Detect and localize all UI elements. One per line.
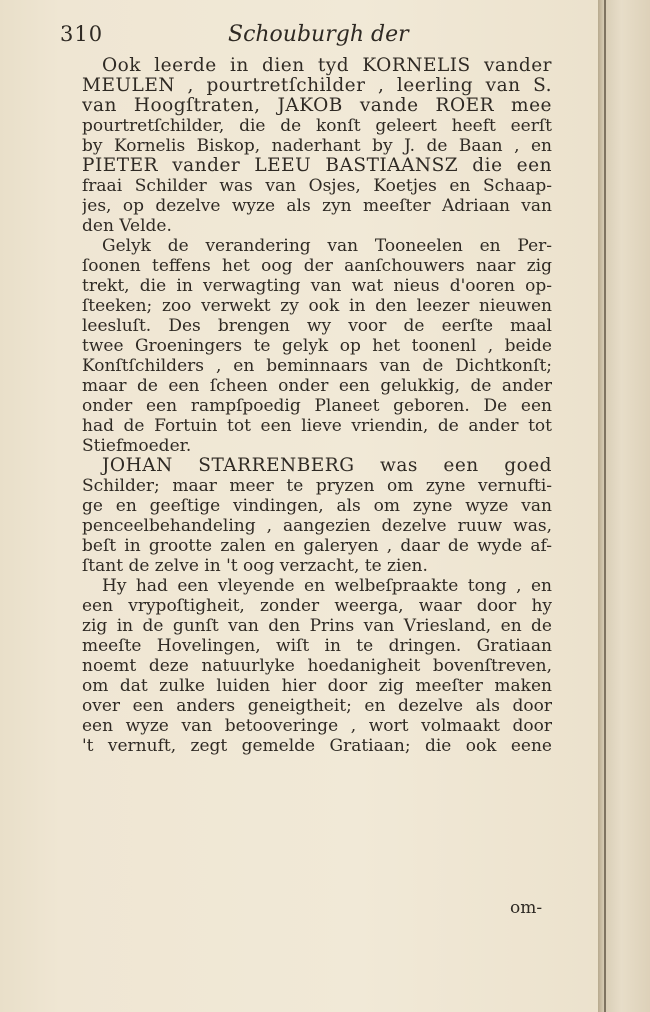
- text-line: meeſte Hovelingen, wiſt in te dringen. Gratiaan: [82, 636, 552, 656]
- text-line: trekt, die in verwagting van wat nieus d'ooren op-: [82, 276, 552, 296]
- text-line: een wyze van betooveringe , wort volmaakt door: [82, 716, 552, 736]
- text-line: Gelyk de verandering van Tooneelen en Per-: [102, 236, 552, 256]
- text-line: maar de een ſcheen onder een gelukkig, de ander: [82, 376, 552, 396]
- text-line: MEULEN , pourtretſchilder , leerling van S.: [82, 76, 552, 96]
- page-number: 310: [60, 22, 104, 46]
- text-line: onder een rampſpoedig Planeet geboren. De een: [82, 396, 552, 416]
- binding-line: [604, 0, 606, 1012]
- text-line: fraai Schilder was van Osjes, Koetjes en Schaap-: [82, 176, 552, 196]
- text-line: ſoonen teffens het oog der aanſchouwers naar zig: [82, 256, 552, 276]
- text-line: zig in de gunſt van den Prins van Vriesland, en de: [82, 616, 552, 636]
- text-line: beſt in grootte zalen en galeryen , daar de wyde af-: [82, 536, 552, 556]
- text-line: JOHAN STARRENBERG was een goed: [102, 456, 552, 476]
- text-line: ſtant de zelve in 't oog verzacht, te zien.: [82, 556, 428, 576]
- text-line: noemt deze natuurlyke hoedanigheit bovenſtreven,: [82, 656, 552, 676]
- body-text: [82, 56, 552, 756]
- text-line: over een anders geneigtheit; en dezelve als door: [82, 696, 552, 716]
- text-line: jes, op dezelve wyze als zyn meeſter Adriaan van: [82, 196, 552, 216]
- text-line: had de Fortuin tot een lieve vriendin, de ander tot: [82, 416, 552, 436]
- text-line: PIETER vander LEEU BASTIAANSZ die een: [82, 156, 552, 176]
- text-line: ſteeken; zoo verwekt zy ook in den leezer nieuwen: [82, 296, 552, 316]
- text-line: Schilder; maar meer te pryzen om zyne vernufti-: [82, 476, 552, 496]
- text-line: by Kornelis Biskop, naderhant by J. de Baan , en: [82, 136, 552, 156]
- text-line: penceelbehandeling , aangezien dezelve ruuw was,: [82, 516, 552, 536]
- text-line: pourtretſchilder, die de konſt geleert heeft eerſt: [82, 116, 552, 136]
- text-line: van Hoogſtraten, JAKOB vande ROER mee: [82, 96, 552, 116]
- text-line: Ook leerde in dien tyd KORNELIS vander: [102, 56, 552, 76]
- text-line: Konſtſchilders , en beminnaars van de Dichtkonſt;: [82, 356, 552, 376]
- text-line: Stiefmoeder.: [82, 436, 192, 456]
- text-line: om dat zulke luiden hier door zig meeſter maken: [82, 676, 552, 696]
- text-line: leesluſt. Des brengen wy voor de eerſte maal: [82, 316, 552, 336]
- text-line: 't vernuft, zegt gemelde Gratiaan; die ook eene: [82, 736, 552, 756]
- page-header: [60, 22, 540, 56]
- text-line: den Velde.: [82, 216, 172, 236]
- text-line: een vrypoſtigheit, zonder weerga, waar door hy: [82, 596, 552, 616]
- text-line: twee Groeningers te gelyk op het toonenl , beide: [82, 336, 552, 356]
- text-line: Hy had een vleyende en welbeſpraakte tong , en: [102, 576, 552, 596]
- running-head: Schouburgh der: [228, 22, 409, 47]
- catchword: om-: [510, 898, 543, 918]
- text-line: ge en geeſtige vindingen, als om zyne wyze van: [82, 496, 552, 516]
